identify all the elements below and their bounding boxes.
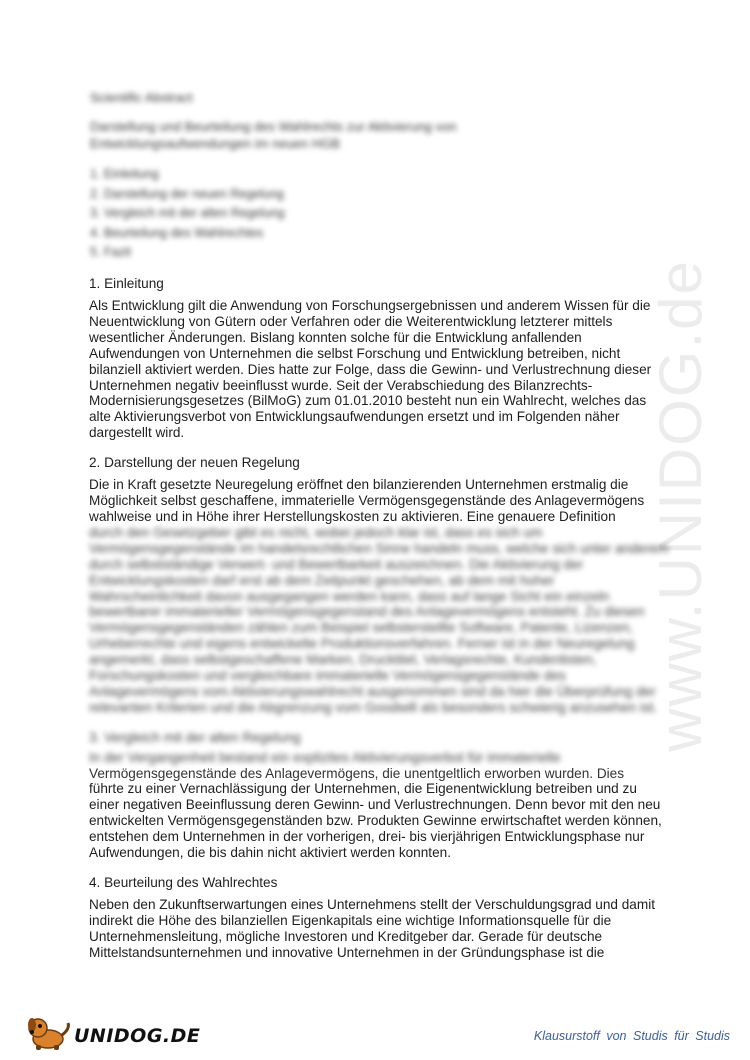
section-heading: 2. Darstellung der neuen Regelung [89, 455, 300, 471]
toc-item: 4. Beurteilung des Wahlrechtes [90, 225, 264, 240]
dog-icon [24, 1013, 72, 1051]
section-paragraph: führte zu einer Vernachlässigung der Unternehmen, die Eigenentwicklung betreiben und zu einer negativen Beeinflussung deren Gewinn- und Verlustrechnungen. Denn bevor mit den neu entwickelten Vermögensgegenständen bzw. Produkten Gewinne erwirtschaftet werden können, entstehen dem Unternehmen in der vorherigen, drei- bis vierjährigen Entwicklungsphase nur Aufwendungen, die bis dahin nicht aktiviert werden konnten. [89, 781, 662, 861]
section-paragraph: Neben den Zukunftserwartungen eines Unternehmens stellt der Verschuldungsgrad und damit indirekt die Höhe des bilanziellen Eigenkapitals eine wichtige Informationsquelle für die Unternehmensleitung, mögliche Investoren und Kreditgeber dar. Gerade für deutsche Mittelstandsunternehmen und innovative Unternehmen in der Gründungsphase ist die [89, 897, 655, 960]
unidog-logo[interactable] [24, 1013, 201, 1051]
section-paragraph: Als Entwicklung gilt die Anwendung von Forschungsergebnissen und anderem Wissen für die Neuentwicklung von Gütern oder Verfahren oder die Weiterentwicklung letzterer mittels wesentlicher Änderungen. Bislang konnten solche für die Entwicklung anfallenden Aufwendungen von Unternehmen die selbst Forschung und Entwicklung betreiben, nicht bilanziell aktiviert werden. Dies hatte zur Folge, dass die Gewinn- und Verlustrechnung dieser Unternehmen negativ beeinflusst wurde. Seit der Verabschiedung des Bilanzrechts-Modernisierungsgesetzes (BilMoG) zum 01.01.2010 besteht nun ein Wahlrecht, welches das alte Aktivierungsverbot von Entwicklungsaufwendungen ersetzt und im Folgenden näher dargestellt wird. [89, 298, 652, 441]
table-of-contents [90, 165, 285, 263]
toc-item: 5. Fazit [90, 245, 131, 259]
blurred-line: In der Vergangenheit bestand ein explizites Aktivierungsverbot für immaterielle [89, 749, 561, 765]
footer-tagline: Klausurstoff von Studis für Studis [533, 1029, 730, 1043]
logo-text: UNIDOG.DE [74, 1025, 201, 1047]
toc-item: 2. Darstellung der neuen Regelung [90, 186, 284, 201]
section-heading: 1. Einleitung [89, 276, 164, 291]
toc-item: 1. Einleitung [90, 167, 159, 181]
section-heading: 4. Beurteilung des Wahlrechtes [89, 875, 278, 890]
watermark: www.UNIDOG.de [646, 258, 714, 752]
document-body [89, 276, 669, 961]
toc-item: 3. Vergleich mit der alten Regelung [90, 206, 285, 220]
blurred-paragraph: durch den Gesetzgeber gibt es nicht, wobei jedoch klar ist, dass es sich um Vermögensgegenstände im handelsrechtlichen Sinne handeln muss, welche sich unter anderem durch selbstständige Verwert- und Bewertbarkeit auszeichnen. Die Aktivierung der Entwicklungskosten darf erst ab dem Zeitpunkt geschehen, ab dem mit hoher Wahrscheinlichkeit davon ausgegangen werden kann, dass auf lange Sicht ein einzeln bewertbarer immaterieller Vermögensgegenstand des Anlagevermögens entsteht. Zu diesen Vermögensgegenständen zählen zum Beispiel selbsterstellte Software, Patente, Lizenzen, Urheberrechte und eigens entwickelte Produktionsverfahren. Ferner ist in der Neuregelung angemerkt, dass selbstgeschaffene Marken, Drucktitel, Verlagsrechte, Kundenlisten, Forschungskosten und vergleichbare immaterielle Vermögensgegenstände des Anlagevermögens vom Aktivierungswahlrecht ausgenommen sind da hier die Überprüfung der relevanten Kriterien und die Abgrenzung vom Goodwill als besonders schwierig anzusehen ist. [89, 524, 669, 715]
abstract-title: Scientific Abstract [90, 90, 193, 105]
section-paragraph: Vermögensgegenstände des Anlagevermögens, die unentgeltlich erworben wurden. Dies [89, 765, 625, 781]
section-paragraph: Die in Kraft gesetzte Neuregelung eröffnet den bilanzierenden Unternehmen erstmalig die Möglichkeit selbst geschaffene, immaterielle Vermögensgegenstände des Anlagevermögens wahlweise und in Höhe ihrer Herstellungskosten zu aktivieren. Eine genauere Definition [89, 477, 645, 524]
abstract-subtitle: Darstellung und Beurteilung des Wahlrechts zur Aktivierung von Entwicklungsaufwendungen im neuen HGB [90, 119, 457, 151]
section-heading: 3. Vergleich mit der alten Regelung [89, 729, 301, 745]
